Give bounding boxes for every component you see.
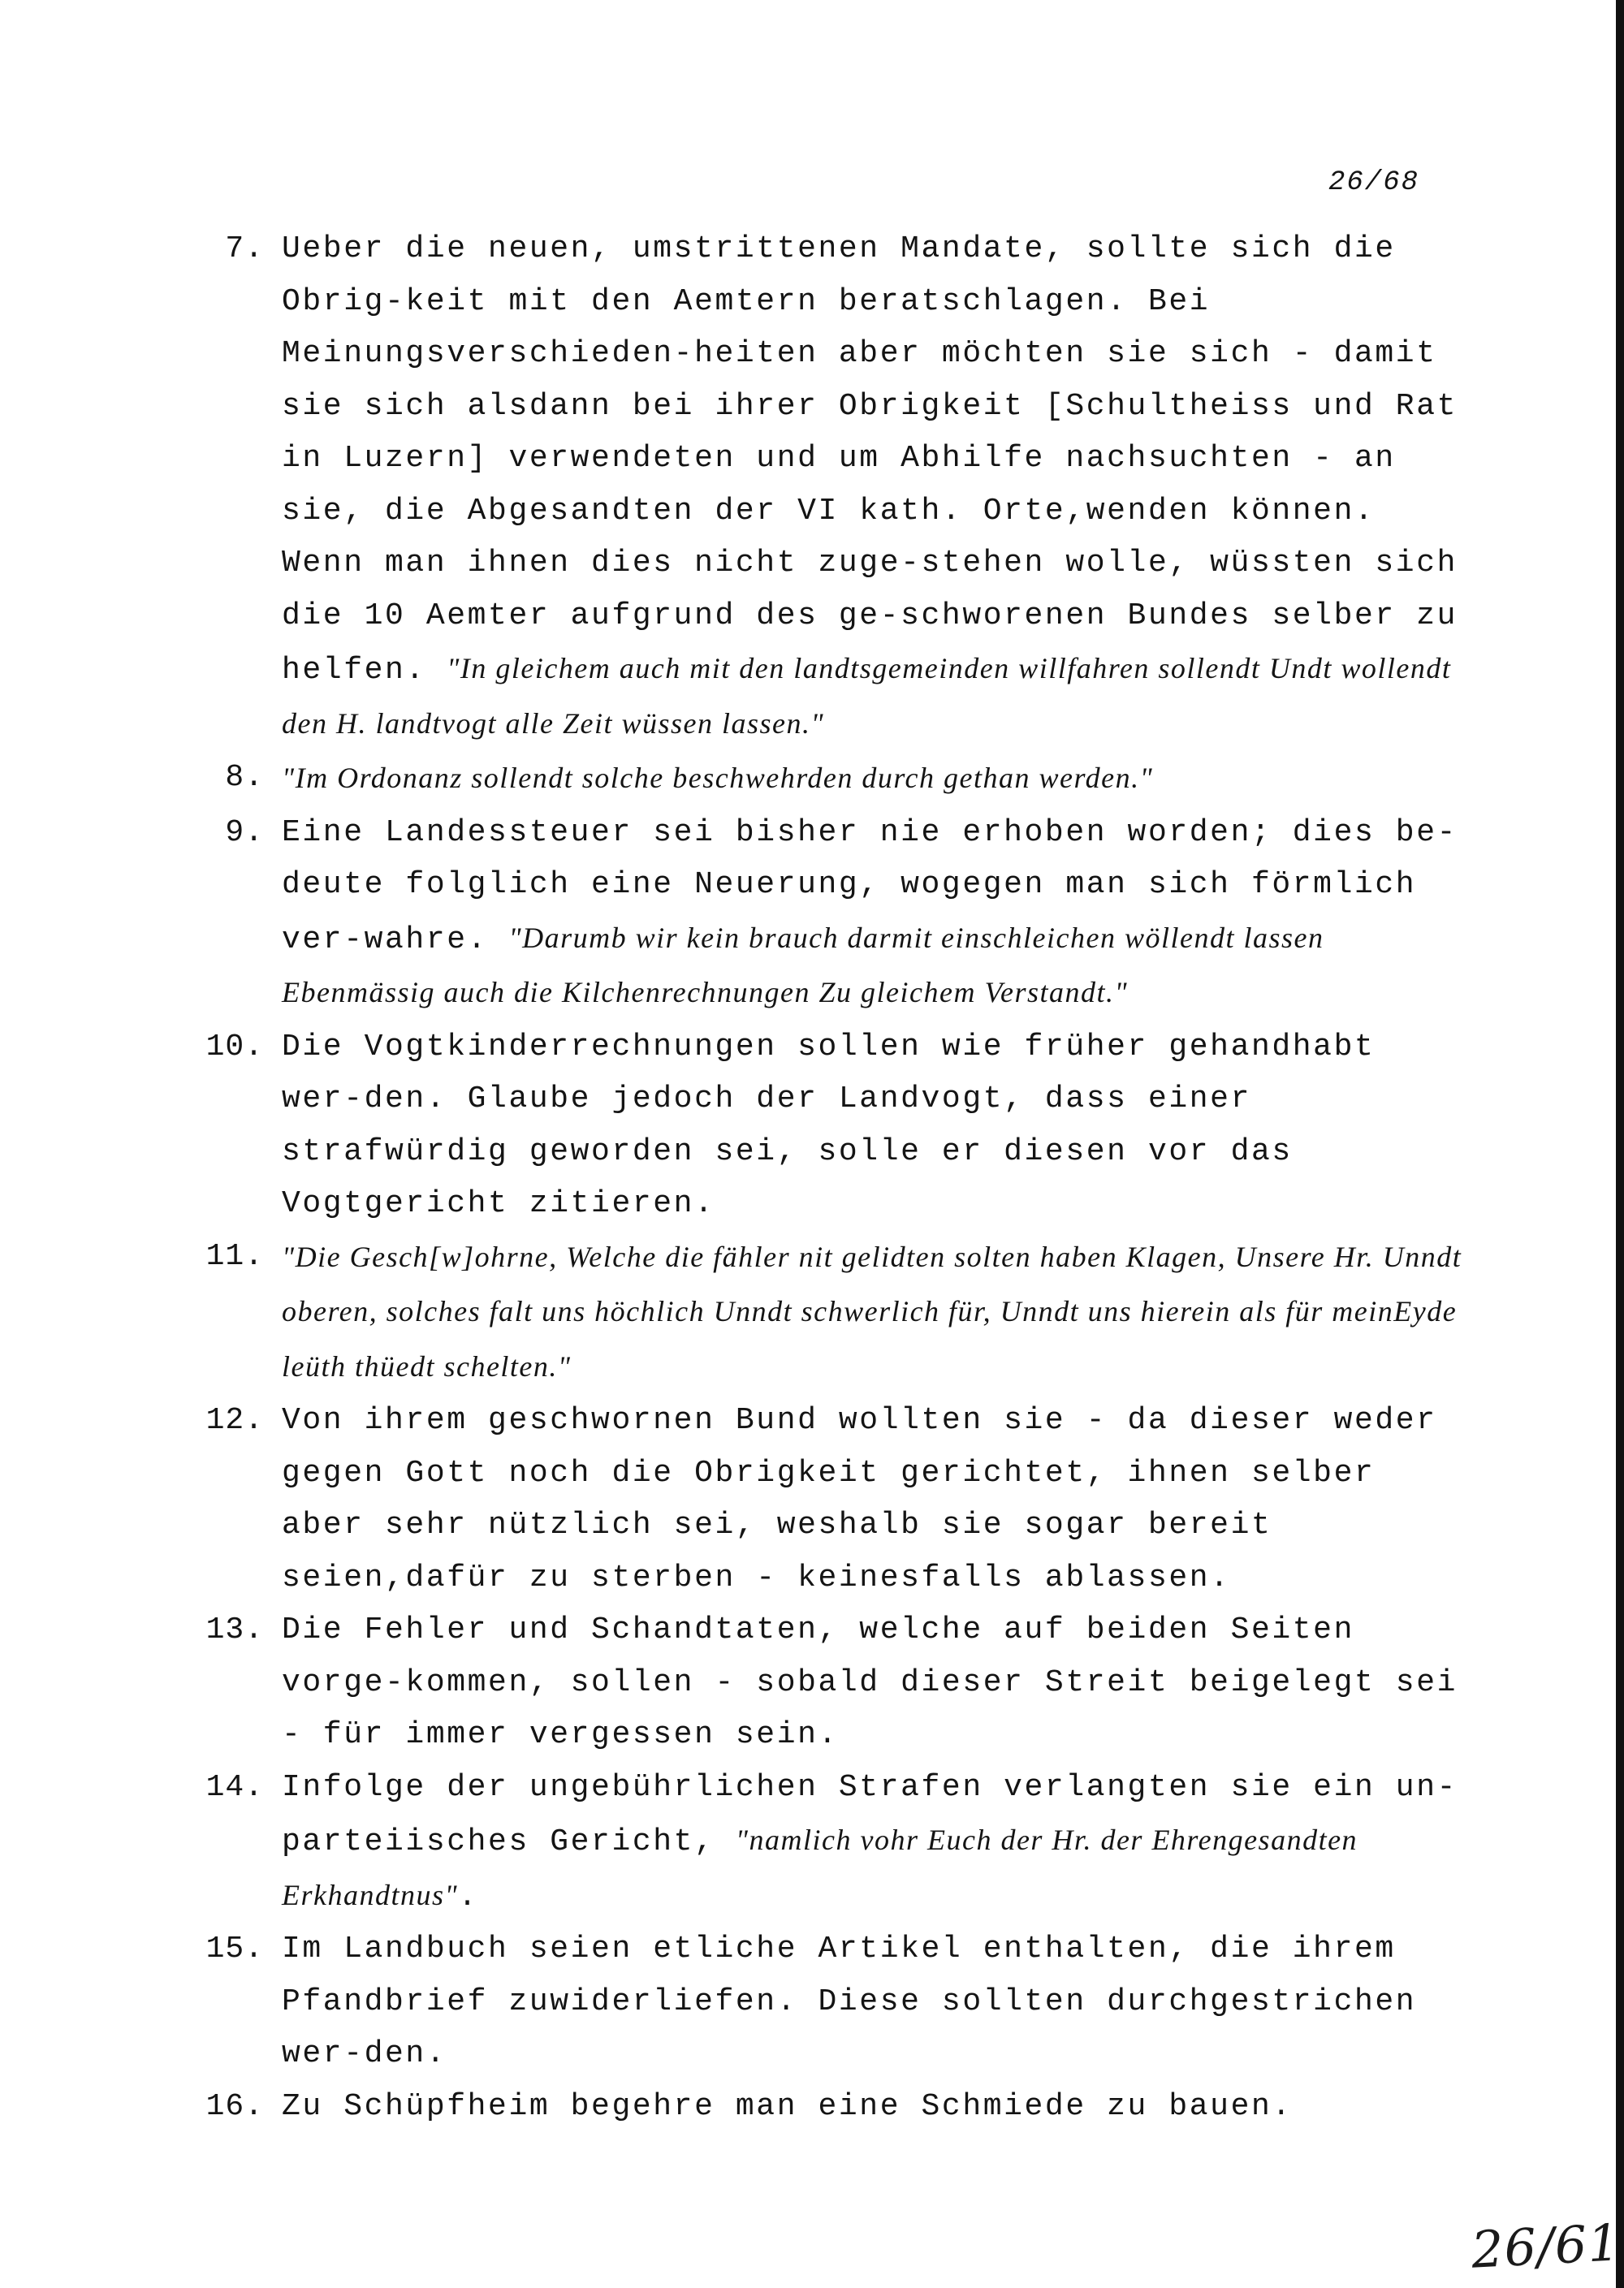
item-text xyxy=(264,1021,1470,1231)
list-item xyxy=(179,1604,1470,1762)
item-text xyxy=(264,1395,1470,1604)
list-item xyxy=(179,2081,1470,2134)
list-item xyxy=(179,1762,1470,1924)
text-segment: Die Vogtkinderrechnungen sollen wie früher gehandhabt wer-den. Glaube jedoch der Landvogt, dass einer strafwürdig geworden sei, solle er diesen vor das Vogtgericht zitieren. xyxy=(282,1029,1376,1221)
item-text xyxy=(264,807,1470,1021)
text-segment: Eine Landessteuer sei bisher nie erhoben worden; dies be-deute folglich eine Neuerung, wogegen man sich förmlich ver-wahre. xyxy=(282,814,1458,957)
item-text xyxy=(264,2081,1470,2134)
item-number: 12. xyxy=(205,1403,264,1438)
page-number: 26/68 xyxy=(1328,167,1420,198)
item-text xyxy=(264,1923,1470,2081)
item-text xyxy=(264,1604,1470,1762)
article-list xyxy=(179,223,1470,2133)
item-number: 16. xyxy=(205,2088,264,2124)
item-number: 11. xyxy=(205,1238,264,1274)
text-segment: Im Landbuch seien etliche Artikel enthalten, die ihrem Pfandbrief zuwiderliefen. Diese sollten durchgestrichen wer-den. xyxy=(282,1932,1417,2071)
quoted-text: "In gleichem auch mit den landtsgemeinden willfahren sollendt Undt wollendt den H. landtvogt alle Zeit wüssen lassen." xyxy=(282,652,1452,740)
list-item xyxy=(179,1021,1470,1231)
list-item xyxy=(179,223,1470,752)
item-number: 13. xyxy=(205,1612,264,1647)
handwritten-folio-number: 26/61 xyxy=(1470,2212,1622,2280)
text-segment: Die Fehler und Schandtaten, welche auf beiden Seiten vorge-kommen, sollen - sobald dieser Streit beigelegt sei - für immer vergessen sein. xyxy=(282,1612,1458,1752)
text-segment: Zu Schüpfheim begehre man eine Schmiede zu bauen. xyxy=(282,2088,1293,2124)
item-number: 10. xyxy=(205,1029,264,1064)
item-number: 8. xyxy=(225,760,264,795)
scan-edge xyxy=(1616,0,1624,2288)
list-item xyxy=(179,752,1470,807)
item-number: 9. xyxy=(225,814,264,850)
list-item xyxy=(179,1231,1470,1396)
text-segment: Infolge der ungebührlichen Strafen verlangten sie ein un-parteiisches Gericht, xyxy=(282,1769,1458,1859)
list-item xyxy=(179,1923,1470,2081)
text-segment: Ueber die neuen, umstrittenen Mandate, sollte sich die Obrig-keit mit den Aemtern beratschlagen. Bei Meinungsverschieden-heiten aber möchten sie sich - damit sie sich alsdann bei ihrer Obrigkeit [Schultheiss und Rat in Luzern] verwendeten und um Abhilfe nachsuchten - an sie, die Abgesandten der VI kath. Orte,wenden können. Wenn man ihnen dies nicht zuge-stehen wolle, wüssten sich die 10 Aemter aufgrund des ge-schworenen Bundes selber zu helfen. xyxy=(282,231,1458,688)
item-number: 14. xyxy=(205,1769,264,1805)
item-number: 15. xyxy=(205,1932,264,1966)
item-text xyxy=(264,752,1470,807)
item-text xyxy=(264,1231,1470,1396)
quoted-text: "namlich vohr Euch der Hr. der Ehrengesandten Erkhandtnus" xyxy=(282,1824,1358,1911)
text-segment: Von ihrem geschwornen Bund wollten sie - da dieser weder gegen Gott noch die Obrigkeit gerichtet, ihnen selber aber sehr nützlich sei, weshalb sie sogar bereit seien,dafür zu sterben - keinesfalls ablassen. xyxy=(282,1403,1437,1595)
quoted-text: "Die Gesch[w]ohrne, Welche die fähler nit gelidten solten haben Klagen, Unsere Hr. Unndt oberen, solches falt uns höchlich Unndt schwerlich für, Unndt uns hierein als für meinEyde leüth thüedt schelten." xyxy=(282,1240,1462,1383)
item-number: 7. xyxy=(225,231,264,266)
quoted-text: "Darumb wir kein brauch darmit einschleichen wöllendt lassen Ebenmässig auch die Kilchenrechnungen Zu gleichem Verstandt." xyxy=(282,921,1324,1008)
item-text xyxy=(264,1762,1470,1924)
item-text xyxy=(264,223,1470,752)
list-item xyxy=(179,1395,1470,1604)
list-item xyxy=(179,807,1470,1021)
text-segment: . xyxy=(458,1879,479,1915)
quoted-text: "Im Ordonanz sollendt solche beschwehrden durch gethan werden." xyxy=(282,762,1154,794)
